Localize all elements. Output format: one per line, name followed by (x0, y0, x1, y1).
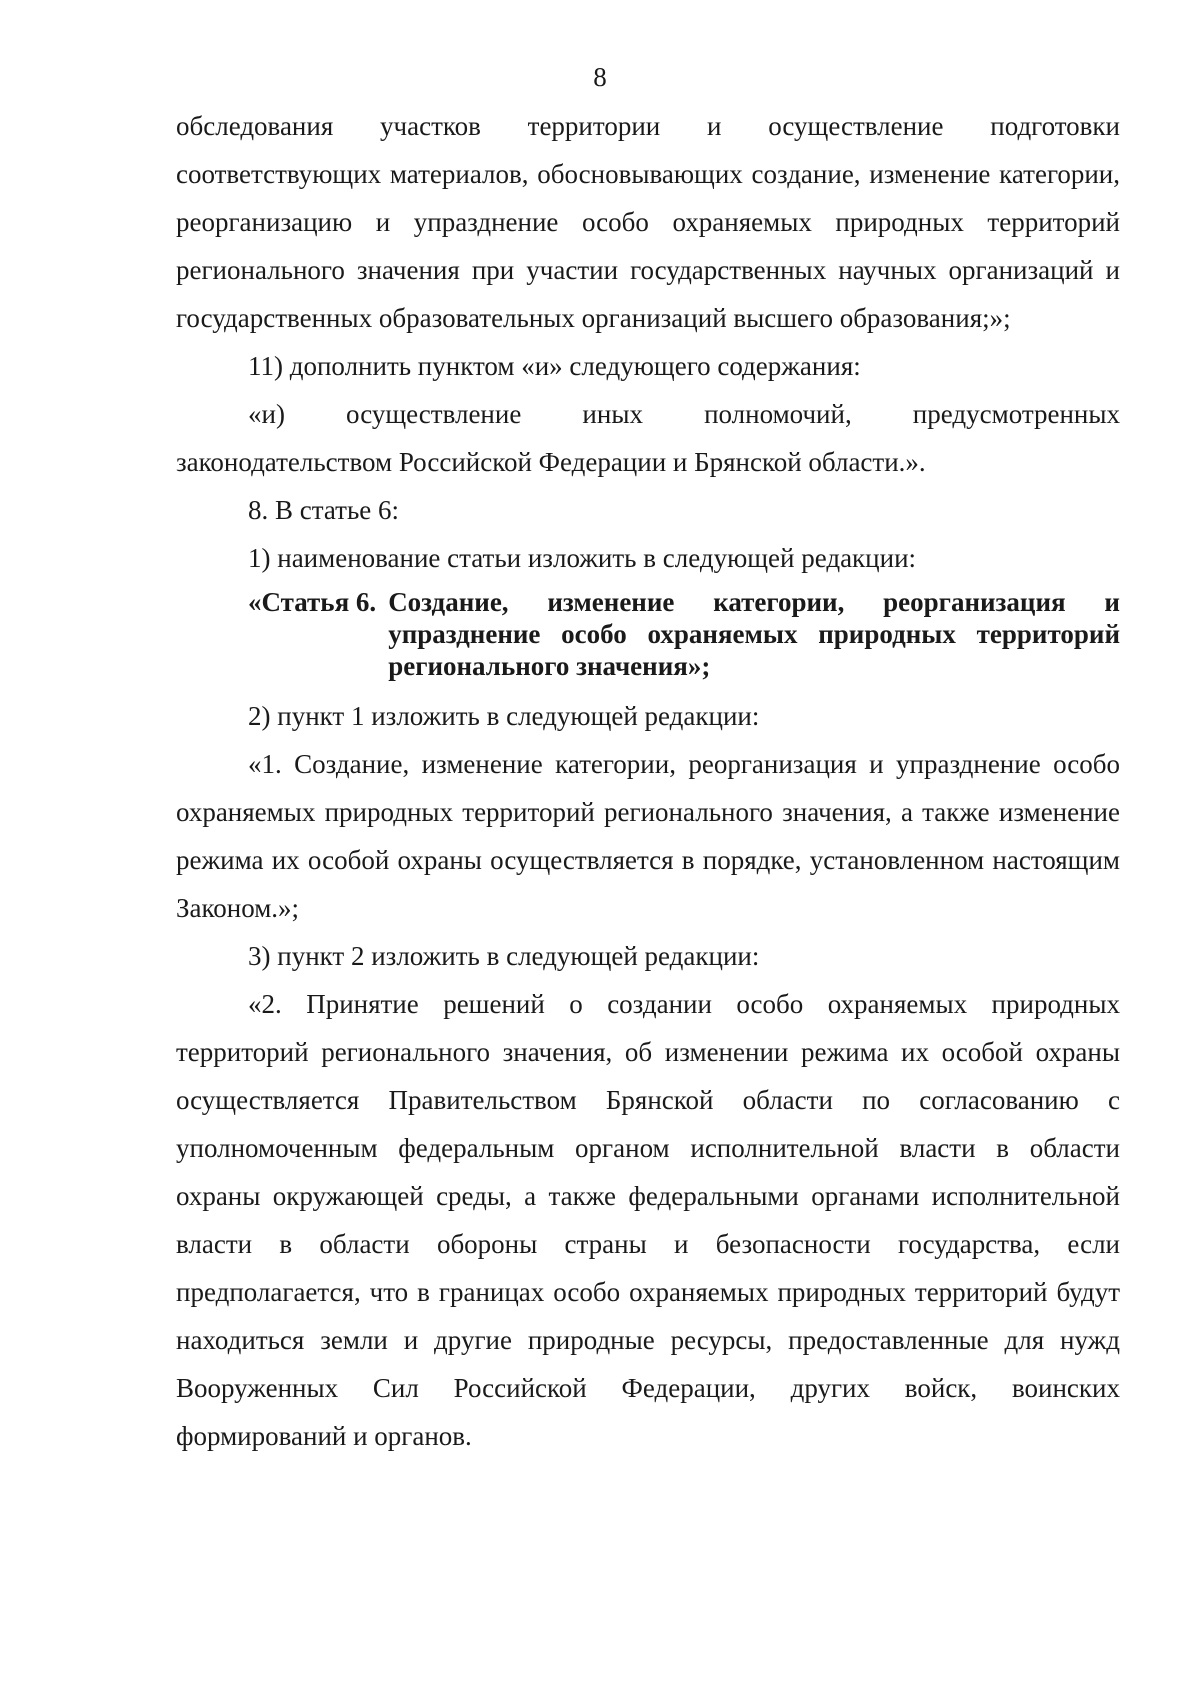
page-number: 8 (593, 62, 607, 92)
article-title-prefix: «Статья 6. (248, 587, 377, 617)
paragraph: «и) осуществление иных полномочий, предусмотренных законодательством Российской Федерации и Брянской области.». (176, 399, 1120, 477)
paragraph: 2) пункт 1 изложить в следующей редакции: (248, 701, 760, 731)
paragraph: 8. В статье 6: (248, 495, 400, 525)
document-body (176, 102, 1120, 1460)
paragraph: 11) дополнить пунктом «и» следующего содержания: (248, 351, 861, 381)
article-title-text: Создание, изменение категории, реорганизация и упразднение особо охраняемых природных территорий регионального значения»; (388, 587, 1120, 681)
paragraph: 1) наименование статьи изложить в следующей редакции: (248, 543, 917, 573)
article-title (248, 586, 1120, 682)
paragraph: «1. Создание, изменение категории, реорганизация и упразднение особо охраняемых природных территорий регионального значения, а также изменение режима их особой охраны осуществляется в порядке, установленном настоящим Законом.»; (176, 749, 1120, 923)
paragraph: обследования участков территории и осуществление подготовки соответствующих материалов, обосновывающих создание, изменение категории, реорганизацию и упразднение особо охраняемых природных территорий регионального значения при участии государственных научных организаций и государственных образовательных организаций высшего образования;»; (176, 111, 1120, 333)
paragraph: 3) пункт 2 изложить в следующей редакции: (248, 941, 760, 971)
paragraph: «2. Принятие решений о создании особо охраняемых природных территорий регионального значения, об изменении режима их особой охраны осуществляется Правительством Брянской области по согласованию с уполномоченным федеральным органом исполнительной власти в области охраны окружающей среды, а также федеральными органами исполнительной власти в области обороны страны и безопасности государства, если предполагается, что в границах особо охраняемых природных территорий будут находиться земли и другие природные ресурсы, предоставленные для нужд Вооруженных Сил Российской Федерации, других войск, воинских формирований и органов. (176, 989, 1120, 1451)
